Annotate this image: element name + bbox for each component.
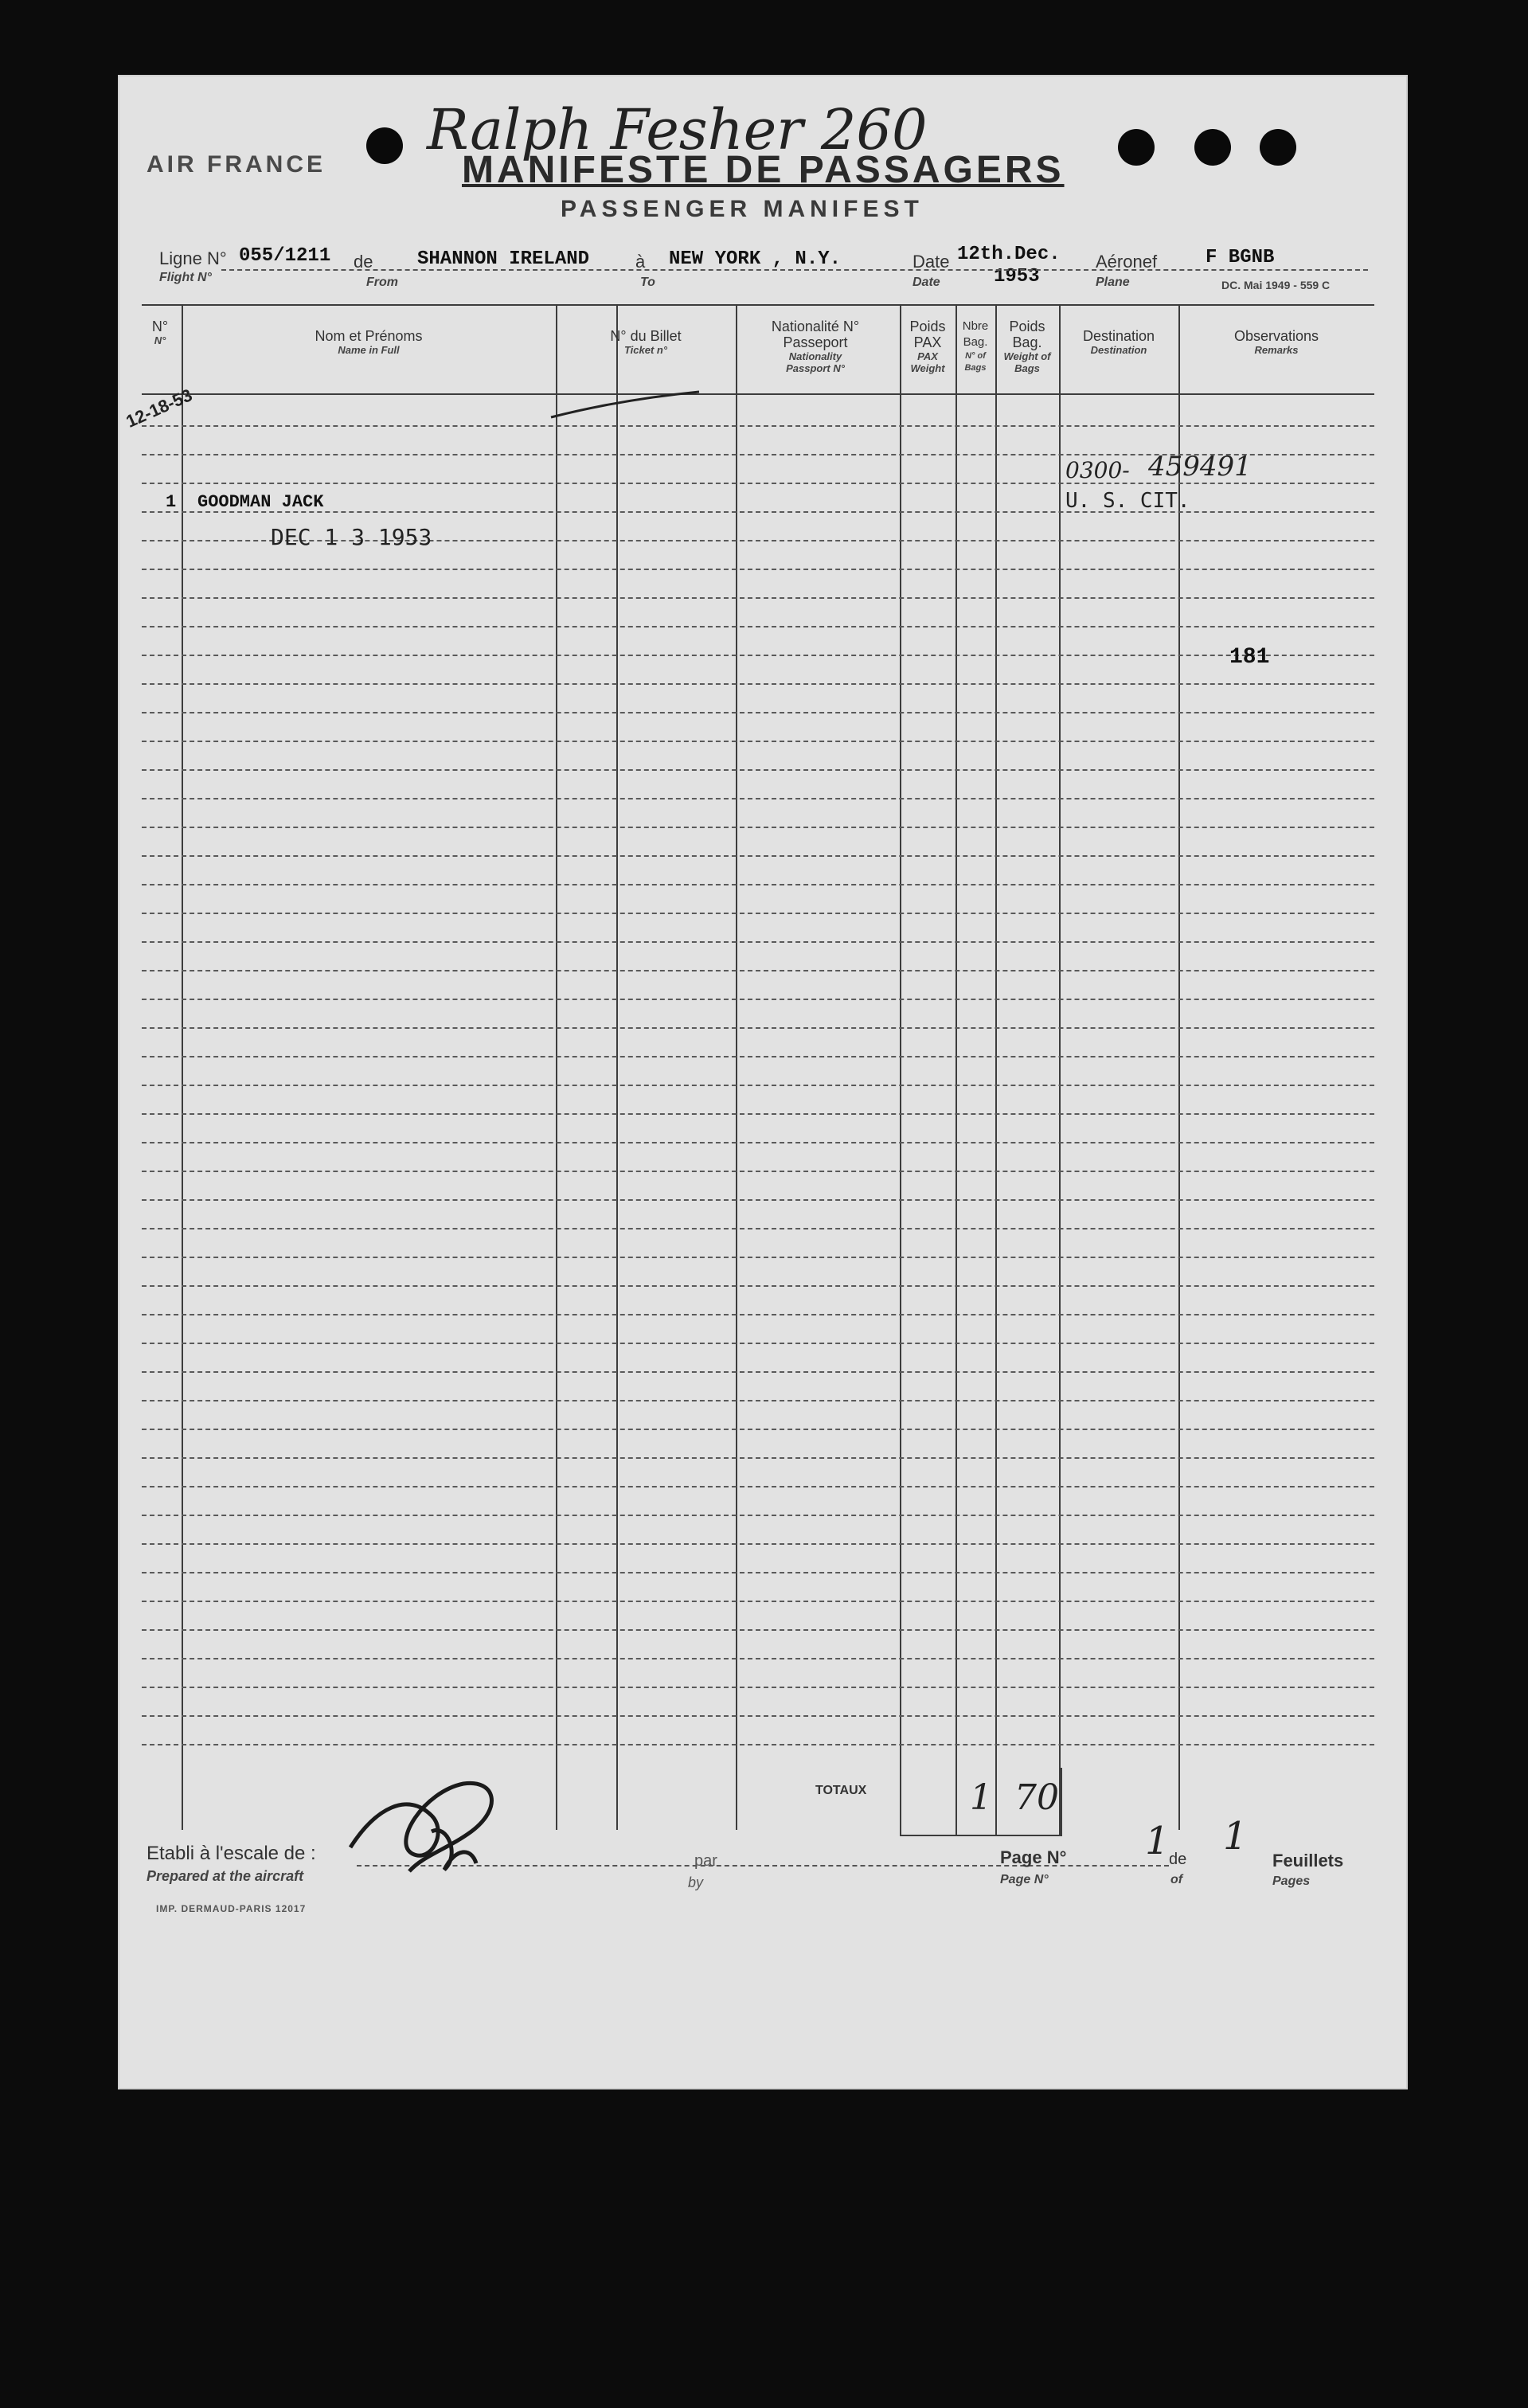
- from-label: de: [354, 252, 373, 272]
- col-header-ticket: N° du Billet Ticket n°: [610, 328, 682, 356]
- totals-bag-weight: 70: [1014, 1777, 1059, 1818]
- to-label: à: [635, 252, 646, 272]
- row-rule: [142, 1457, 1374, 1459]
- punch-hole: [1260, 129, 1296, 166]
- row-rule: [142, 1314, 1374, 1315]
- row-rule: [142, 1543, 1374, 1545]
- signature: [336, 1760, 511, 1895]
- punch-hole: [366, 127, 403, 164]
- destination-code: 0300-: [1065, 457, 1130, 483]
- ticket-strike-mark: [548, 385, 707, 425]
- flight-number: 055/1211: [239, 245, 331, 267]
- row-rule: [142, 1744, 1374, 1745]
- airline-name: AIR FRANCE: [147, 151, 326, 178]
- manifest-sheet: [118, 75, 1408, 2089]
- row-rule: [142, 597, 1374, 599]
- row-rule: [142, 1027, 1374, 1029]
- sheets-label: Feuillets: [1272, 1851, 1344, 1870]
- row-rule: [142, 1400, 1374, 1401]
- row-rule: [142, 1601, 1374, 1602]
- row-rule: [142, 569, 1374, 570]
- passenger-number: 1: [166, 492, 177, 512]
- row-rule: [142, 712, 1374, 713]
- page-title: MANIFESTE DE PASSAGERS: [462, 149, 1065, 191]
- by-label-fr: par: [694, 1852, 717, 1870]
- row-rule: [142, 884, 1374, 885]
- row-rule: [142, 1056, 1374, 1057]
- row-rule: [142, 827, 1374, 828]
- flight-no-label: Ligne N°: [159, 248, 227, 268]
- row-rule: [142, 1171, 1374, 1172]
- to-label-en: To: [640, 276, 655, 289]
- date-year: 1953: [994, 266, 1040, 287]
- row-rule: [142, 1572, 1374, 1573]
- row-rule: [142, 913, 1374, 914]
- row-rule: [142, 1228, 1374, 1229]
- destination-value: NEW YORK , N.Y.: [669, 248, 842, 270]
- remarks-number: 181: [1229, 645, 1270, 670]
- row-rule: [142, 655, 1374, 656]
- punch-hole: [1194, 129, 1231, 166]
- date-stamp: DEC 1 3 1953: [271, 524, 432, 550]
- row-rule: [142, 999, 1374, 1000]
- remarks-value: 459491: [1148, 451, 1252, 483]
- citizenship: U. S. CIT.: [1065, 489, 1190, 513]
- prepared-at-label: Etabli à l'escale de :: [147, 1843, 316, 1864]
- of-label-fr: de: [1169, 1851, 1187, 1868]
- col-header-destination: Destination Destination: [1082, 328, 1155, 356]
- of-label-en: of: [1170, 1873, 1183, 1886]
- col-header-bag-weight: Poids Bag. Weight of Bags: [1003, 319, 1051, 374]
- row-rule: [142, 1715, 1374, 1717]
- col-header-bags: Nbre Bag. N° of Bags: [962, 319, 989, 373]
- row-rule: [142, 941, 1374, 943]
- row-rule: [142, 1199, 1374, 1201]
- date-label: Date: [913, 252, 950, 272]
- prepared-at-label-en: Prepared at the aircraft: [147, 1868, 304, 1884]
- printer-imprint: IMP. DERMAUD-PARIS 12017: [156, 1903, 307, 1914]
- table-header-border: [142, 393, 1374, 395]
- col-header-pax-weight: Poids PAX PAX Weight: [909, 319, 946, 374]
- col-header-number: N° N°: [151, 319, 169, 346]
- row-rule: [142, 855, 1374, 857]
- row-rule: [142, 483, 1374, 484]
- form-reference: DC. Mai 1949 - 559 C: [1221, 279, 1331, 291]
- row-rule: [142, 1429, 1374, 1430]
- row-rule: [142, 769, 1374, 771]
- table-top-border: [142, 304, 1374, 306]
- passenger-name: GOODMAN JACK: [197, 492, 324, 512]
- by-label-en: by: [688, 1874, 704, 1890]
- row-rule: [142, 1257, 1374, 1258]
- row-rule: [142, 970, 1374, 971]
- row-rule: [142, 1629, 1374, 1631]
- row-rule: [142, 1515, 1374, 1516]
- row-rule: [142, 683, 1374, 685]
- flight-no-label-en: Flight N°: [159, 271, 212, 284]
- row-stamp: 12-18-53: [123, 385, 196, 432]
- plane-value: F BGNB: [1206, 247, 1275, 268]
- page-number: 1: [1145, 1819, 1170, 1863]
- col-header-remarks: Observations Remarks: [1233, 328, 1319, 356]
- page-subtitle: PASSENGER MANIFEST: [561, 196, 924, 222]
- pages-label: Pages: [1272, 1874, 1311, 1888]
- row-rule: [142, 1371, 1374, 1373]
- row-rule: [142, 1687, 1374, 1688]
- origin-value: SHANNON IRELAND: [417, 248, 590, 270]
- row-rule: [142, 1658, 1374, 1659]
- punch-hole: [1118, 129, 1155, 166]
- row-rule: [142, 798, 1374, 799]
- column-divider: [1059, 304, 1061, 1835]
- total-pages: 1: [1223, 1814, 1248, 1859]
- date-label-en: Date: [913, 276, 940, 289]
- totals-bags: 1: [970, 1777, 992, 1818]
- handwritten-name: Ralph Fesher 260: [427, 97, 928, 162]
- totals-label: TOTAUX: [815, 1784, 867, 1797]
- row-rule: [142, 1085, 1374, 1086]
- page-label-en: Page N°: [1000, 1873, 1049, 1886]
- date-value: 12th.Dec.: [957, 244, 1061, 265]
- page-label: Page N°: [1000, 1847, 1067, 1867]
- table-row: [123, 385, 1374, 550]
- plane-label: Aéronef: [1096, 252, 1158, 272]
- row-rule: [142, 1113, 1374, 1115]
- column-divider: [995, 304, 997, 1835]
- row-rule: [142, 626, 1374, 627]
- column-divider: [900, 304, 901, 1835]
- col-header-name: Nom et Prénoms Name in Full: [315, 328, 423, 356]
- col-header-nationality: Nationalité N° Passeport Nationality Passport N°: [771, 319, 860, 374]
- row-rule: [142, 1142, 1374, 1143]
- plane-label-en: Plane: [1096, 276, 1130, 289]
- column-divider: [955, 304, 957, 1835]
- from-label-en: From: [366, 276, 398, 289]
- row-rule: [142, 1343, 1374, 1344]
- row-rule: [142, 1285, 1374, 1287]
- row-rule: [142, 741, 1374, 742]
- row-rule: [142, 1486, 1374, 1487]
